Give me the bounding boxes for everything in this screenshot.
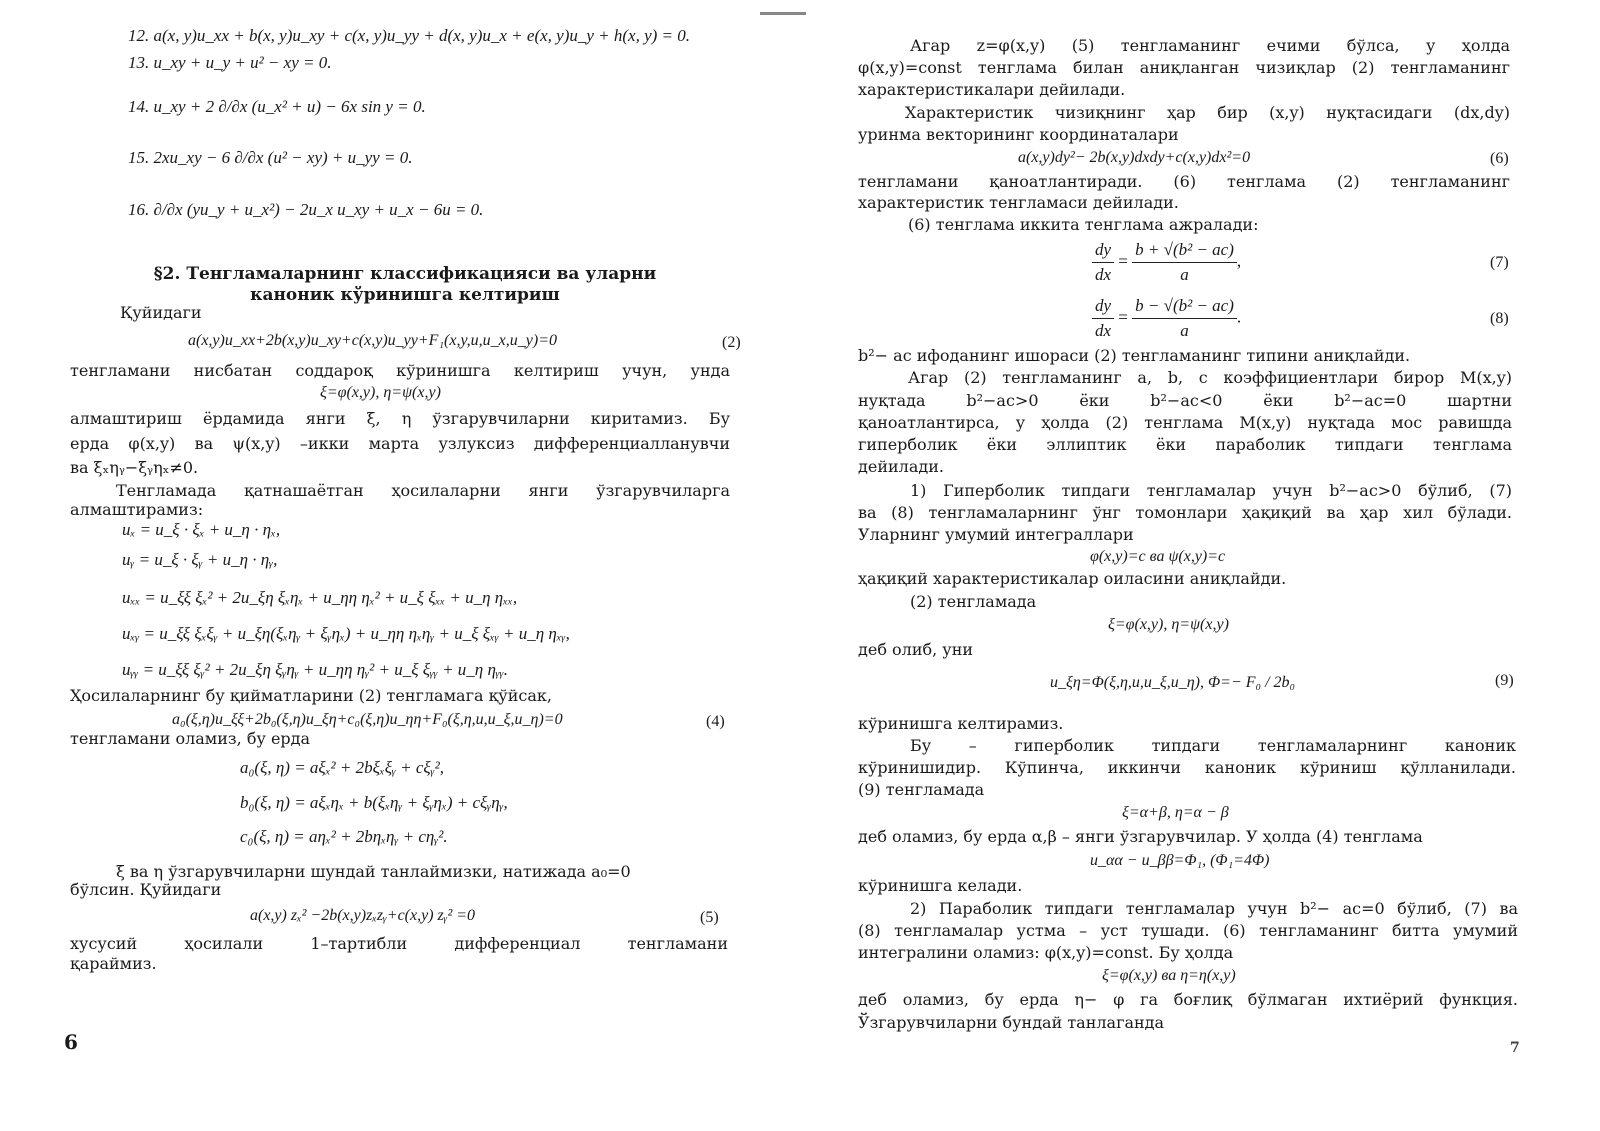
equation-2: a(x,y)u_xx+2b(x,y)u_xy+c(x,y)u_yy+F₁(x,y,u,u_x,u_y)=0 [188,332,557,349]
paragraph-line: Агар z=φ(x,y) (5) тенгламанинг ечими бўлса, у ҳолда [910,36,1510,55]
equation-number: (6) [1490,150,1509,167]
fraction-denominator: dx [1095,321,1112,340]
left-page [0,0,790,1131]
paragraph-line: кўринишга келади. [858,876,1023,895]
equation-9: u_ξη=Φ(ξ,η,u,u_ξ,u_η), Φ=− F₀ / 2b₀ [1050,674,1296,691]
derivative-formula: uᵧ = u_ξ · ξᵧ + u_η · ηᵧ, [122,550,278,569]
paragraph-line: интегралини оламиз: φ(x,y)=const. Бу ҳолда [858,943,1234,962]
equation-16: 16. ∂/∂x (yu_y + u_x²) − 2u_x u_xy + u_x − 6u = 0. [128,200,484,219]
paragraph-line: тенгламани оламиз, бу ерда [70,729,311,748]
derivative-formula: uₓₓ = u_ξξ ξₓ² + 2u_ξη ξₓηₓ + u_ηη ηₓ² + u_ξ ξₓₓ + u_η ηₓₓ, [122,588,518,607]
paragraph-line: деб олиб, уни [858,640,974,659]
paragraph-line: (8) тенгламалар устма – уст тушади. (6) тенгламанинг битта умумий [858,921,1518,940]
paragraph-line: Уларнинг умумий интеграллари [858,525,1134,544]
equation-7: $\frac{dy}{dx}$ = $\frac{\text{b + √(b² − ac)}}{a}$ , [1092,238,1241,287]
paragraph-line: Тенгламада қатнашаётган ҳосилаларни янги ўзгарувчиларга [116,481,730,500]
paragraph-line: бўлсин. Қуйидаги [70,880,222,899]
paragraph-line: уринма векторининг координаталари [858,125,1179,144]
paragraph-line: ва ξₓηᵧ−ξᵧηₓ≠0. [70,458,199,477]
paragraph-line: гиперболик ёки эллиптик ёки параболик типдаги тенглама [858,435,1512,454]
fraction-numerator: dy [1092,294,1114,319]
paragraph-line: ерда φ(x,y) ва ψ(x,y) –икки марта узлуксиз дифференциалланувчи [70,434,730,453]
substitution-formula: ξ=φ(x,y) ва η=η(x,y) [1102,967,1236,984]
equation-8: $\frac{dy}{dx}$ = $\frac{\text{b − √(b² − ac)}}{a}$ . [1092,294,1241,343]
right-page [800,0,1600,1131]
fraction-denominator: dx [1095,265,1112,284]
paragraph-line: деб оламиз, бу ерда α,β – янги ўзгарувчилар. У ҳолда (4) тенглама [858,827,1423,846]
page-number: 7 [1510,1040,1520,1056]
substitution-formula: ξ=α+β, η=α − β [1122,804,1229,821]
coefficient-formula: a₀(ξ, η) = aξₓ² + 2bξₓξᵧ + cξᵧ², [240,758,444,777]
coefficient-formula: c₀(ξ, η) = aηₓ² + 2bηₓηᵧ + cηᵧ². [240,827,448,846]
paragraph-line: нуқтада b²−ac>0 ёки b²−ac<0 ёки b²−ac=0 шартни [858,391,1512,410]
paragraph-line: (2) тенгламада [910,592,1037,611]
paragraph-line: 1) Гиперболик типдаги тенгламалар учун b²−ac>0 бўлиб, (7) [910,481,1512,500]
paragraph-line: φ(x,y)=const тенглама билан аниқланган чизиқлар (2) тенгламанинг [858,58,1510,77]
paragraph-line: тенгламани нисбатан соддароқ кўринишга келтириш учун, унда [70,361,730,380]
fraction-numerator: b − √(b² − ac) [1132,294,1237,319]
paragraph-line: (6) тенглама иккита тенглама ажралади: [908,215,1259,234]
general-integrals: φ(x,y)=c ва ψ(x,y)=c [1090,548,1226,565]
fraction-denominator: a [1180,265,1189,284]
paragraph-line: ва (8) тенгламаларнинг ўнг томонлари ҳақиқий ва ҳар хил бўлади. [858,503,1512,522]
paragraph-line: ҳақиқий характеристикалар оиласини аниқлайди. [858,569,1287,588]
equation-number: (4) [706,713,725,730]
paragraph-line: характеристик тенгламаси дейилади. [858,193,1179,212]
paragraph-line: алмаштирамиз: [70,500,204,519]
paragraph-line: Агар (2) тенгламанинг a, b, c коэффициентлари бирор M(x,y) [908,368,1512,387]
paragraph-line: кўринишидир. Кўпинча, иккинчи каноник кўриниш қўлланилади. [858,758,1516,777]
equation-15: 15. 2xu_xy − 6 ∂/∂x (u² − xy) + u_yy = 0. [128,148,413,167]
substitution-formula: ξ=φ(x,y), η=ψ(x,y) [320,384,441,401]
equation-14: 14. u_xy + 2 ∂/∂x (u_x² + u) − 6x sin y = 0. [128,97,426,116]
paragraph-line: алмаштириш ёрдамида янги ξ, η ўзгарувчиларни киритамиз. Бу [70,409,730,428]
equation-4: a₀(ξ,η)u_ξξ+2b₀(ξ,η)u_ξη+c₀(ξ,η)u_ηη+F₀(ξ,η,u,u_ξ,u_η)=0 [172,711,563,728]
paragraph-line: Бу – гиперболик типдаги тенгламаларнинг каноник [910,736,1516,755]
fraction-numerator: b + √(b² − ac) [1132,238,1237,263]
equation-number: (5) [700,909,719,926]
derivative-formula: uᵧᵧ = u_ξξ ξᵧ² + 2u_ξη ξᵧηᵧ + u_ηη ηᵧ² + u_ξ ξᵧᵧ + u_η ηᵧᵧ. [122,660,509,679]
paragraph-line: дейилади. [858,457,944,476]
paragraph-line: хусусий ҳосилали 1–тартибли дифференциал тенгламани [70,934,728,953]
fraction-numerator: dy [1092,238,1114,263]
equation-5: a(x,y) zₓ² −2b(x,y)zₓzᵧ+c(x,y) zᵧ² =0 [250,907,476,924]
paragraph-line: қараймиз. [70,954,157,973]
paragraph-line: (9) тенгламада [858,780,985,799]
coefficient-formula: b₀(ξ, η) = aξₓηₓ + b(ξₓηᵧ + ξᵧηₓ) + cξᵧηᵧ, [240,793,508,812]
section-heading-line-2: каноник кўринишга келтириш [250,285,560,305]
page-number: 6 [64,1030,78,1054]
derivative-formula: uₓ = u_ξ · ξₓ + u_η · ηₓ, [122,520,281,539]
equation-number: (2) [722,334,741,351]
equation-number: (7) [1490,254,1509,271]
equation-6: a(x,y)dy²− 2b(x,y)dxdy+c(x,y)dx²=0 [1018,149,1251,166]
derivative-formula: uₓᵧ = u_ξξ ξₓξᵧ + u_ξη(ξₓηᵧ + ξᵧηₓ) + u_ηη ηₓηᵧ + u_ξ ξₓᵧ + u_η ηₓᵧ, [122,624,570,643]
paragraph-line: 2) Параболик типдаги тенгламалар учун b²− ac=0 бўлиб, (7) ва [910,899,1518,918]
paragraph-line: характеристикалари дейилади. [858,80,1126,99]
equation-number: (9) [1495,672,1514,689]
paragraph-line: Қуйидаги [120,303,202,322]
paragraph-line: кўринишга келтирамиз. [858,714,1064,733]
paragraph-line: тенгламани қаноатлантиради. (6) тенглама (2) тенгламанинг [858,172,1510,191]
paragraph-line: Ҳосилаларнинг бу қийматларини (2) тенгламага қўйсак, [70,686,552,705]
equation-number: (8) [1490,310,1509,327]
paragraph-line: b²− ac ифоданинг ишораси (2) тенгламанинг типини аниқлайди. [858,346,1411,365]
substitution-formula: ξ=φ(x,y), η=ψ(x,y) [1108,616,1229,633]
paragraph-line: Ўзгарувчиларни бундай танлаганда [858,1013,1165,1032]
paragraph-line: ξ ва η ўзгарувчиларни шундай танлаймизки, натижада a₀=0 [116,862,631,881]
equation-13: 13. u_xy + u_y + u² − xy = 0. [128,53,332,72]
section-heading-line-1: §2. Тенгламаларнинг классификацияси ва уларни [153,264,657,284]
paragraph-line: қаноатлантирса, у ҳолда (2) тенглама M(x,y) нуқтада мос равишда [858,413,1512,432]
equation-12: 12. a(x, y)u_xx + b(x, y)u_xy + c(x, y)u_yy + d(x, y)u_x + e(x, y)u_y + h(x, y) = 0. [128,26,691,45]
paragraph-line: деб оламиз, бу ерда η− φ га боғлиқ бўлмаган ихтиёрий функция. [858,990,1518,1009]
fraction-denominator: a [1180,321,1189,340]
canonical-form-formula: u_αα − u_ββ=Φ₁, (Φ₁=4Φ) [1090,852,1270,869]
paragraph-line: Характеристик чизиқнинг ҳар бир (x,y) нуқтасидаги (dx,dy) [905,103,1510,122]
